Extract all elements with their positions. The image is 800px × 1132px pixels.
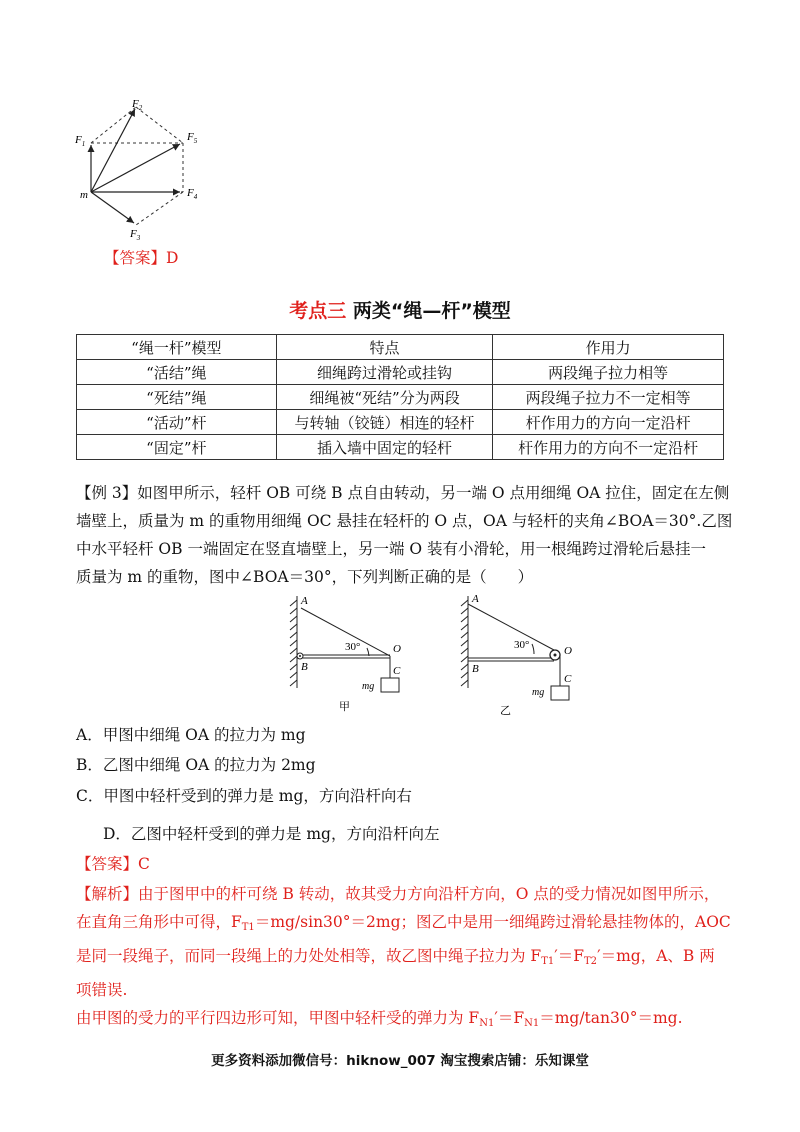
option-b: B．乙图中细绳 OA 的拉力为 2mg [76, 756, 316, 774]
label-a: A [301, 595, 308, 607]
label-f3: $F_3$ [130, 228, 141, 242]
analysis-tag: 【解析】 [76, 885, 139, 903]
table-cell: “活结”绳 [77, 360, 277, 385]
label-b: B [301, 661, 308, 673]
answer-tag: 【答案】 [76, 855, 139, 873]
table-row [77, 410, 724, 435]
table-cell: “固定”杆 [77, 435, 277, 460]
label-angle: 30° [514, 639, 530, 651]
figure-caption: 乙 [500, 705, 511, 717]
analysis-line: 是同一段绳子，而同一段绳上的力处处相等，故乙图中绳子拉力为 $F_{T1}'=F_{T2}'=mg$，A、B 两 [76, 947, 715, 967]
example-line: 中水平轻杆 OB 一端固定在竖直墙壁上，另一端 O 装有小滑轮，用一根绳跨过滑轮后悬挂一 [76, 540, 707, 558]
table-row [77, 385, 724, 410]
label-angle: 30° [345, 641, 361, 653]
answer-value: D [166, 249, 179, 267]
table-cell: 细绳被“死结”分为两段 [276, 385, 493, 410]
table-header: “绳一杆”模型 [77, 335, 277, 360]
section-title [0, 296, 800, 323]
table-header: 作用力 [493, 335, 724, 360]
answer-value: C [138, 855, 150, 873]
example-line: 【例 3】如图甲所示，轻杆 OB 可绕 B 点自由转动，另一端 O 点用细绳 OA 拉住，固定在左侧 [76, 484, 730, 502]
label-o: O [564, 645, 572, 657]
label-c: C [393, 665, 401, 677]
label-mg: mg [532, 687, 545, 698]
answer-tag: 【答案】 [104, 249, 167, 267]
example-line: 质量为 m 的重物，图中∠BOA＝30°，下列判断正确的是（ ） [76, 568, 534, 586]
analysis-line: 在直角三角形中可得，$F_{T1}=mg/\sin 30^\circ=2mg$；图乙中是用一细绳跨过滑轮悬挂物体的，AOC [76, 913, 731, 933]
table-cell: 细绳跨过滑轮或挂钩 [276, 360, 493, 385]
section-prefix: 考点三 [289, 300, 347, 322]
analysis [76, 880, 746, 1038]
table-row [77, 360, 724, 385]
figure-caption: 甲 [339, 701, 350, 713]
label-f1: $F_1$ [75, 134, 86, 148]
label-f4: $F_4$ [187, 187, 198, 201]
label-c: C [564, 673, 572, 685]
table-cell: 两段绳子拉力不一定相等 [493, 385, 724, 410]
section-rest: 两类“绳—杆”模型 [352, 300, 511, 322]
label-b: B [472, 663, 479, 675]
answer-2 [76, 850, 150, 878]
table-cell: 杆作用力的方向不一定沿杆 [493, 435, 724, 460]
label-m: m [80, 189, 88, 201]
option-a: A．甲图中细绳 OA 的拉力为 mg [76, 726, 306, 744]
table-row [77, 435, 724, 460]
table-cell: “死结”绳 [77, 385, 277, 410]
label-f5: $F_5$ [187, 131, 198, 145]
answer-1 [104, 244, 178, 272]
figure-jia [285, 592, 415, 714]
label-o: O [393, 643, 401, 655]
option-d: D．乙图中轻杆受到的弹力是 mg，方向沿杆向左 [103, 825, 440, 843]
label-f2: $F_2$ [132, 98, 143, 112]
analysis-line: 【解析】由于图甲中的杆可绕 B 转动，故其受力方向沿杆方向，O 点的受力情况如图甲所示， [76, 885, 720, 903]
force-hexagon-diagram [70, 95, 210, 245]
label-mg: mg [362, 681, 375, 692]
option-c: C．甲图中轻杆受到的弹力是 mg，方向沿杆向右 [76, 787, 412, 805]
analysis-line: 项错误. [76, 981, 128, 999]
label-a: A [472, 593, 479, 605]
table-header: 特点 [276, 335, 493, 360]
analysis-line: 由甲图的受力的平行四边形可知，甲图中轻杆受的弹力为 $F_{N1}'=F_{N1}=mg/\tan 30^\circ=mg$. [76, 1009, 683, 1029]
example-line: 墙壁上，质量为 m 的重物用细绳 OC 悬挂在轻杆的 O 点，OA 与轻杆的夹角∠BOA＝30°.乙图 [76, 512, 733, 530]
table-cell: “活动”杆 [77, 410, 277, 435]
example-3-text [76, 479, 736, 591]
figure-yi [456, 592, 586, 718]
table-cell: 插入墙中固定的轻杆 [276, 435, 493, 460]
table-cell: 两段绳子拉力相等 [493, 360, 724, 385]
model-table [76, 334, 724, 460]
table-header-row [77, 335, 724, 360]
table-cell: 与转轴（铰链）相连的轻杆 [276, 410, 493, 435]
table-cell: 杆作用力的方向一定沿杆 [493, 410, 724, 435]
page-footer: 更多资料添加微信号：hiknow_007 淘宝搜索店铺：乐知课堂 [211, 1053, 589, 1069]
